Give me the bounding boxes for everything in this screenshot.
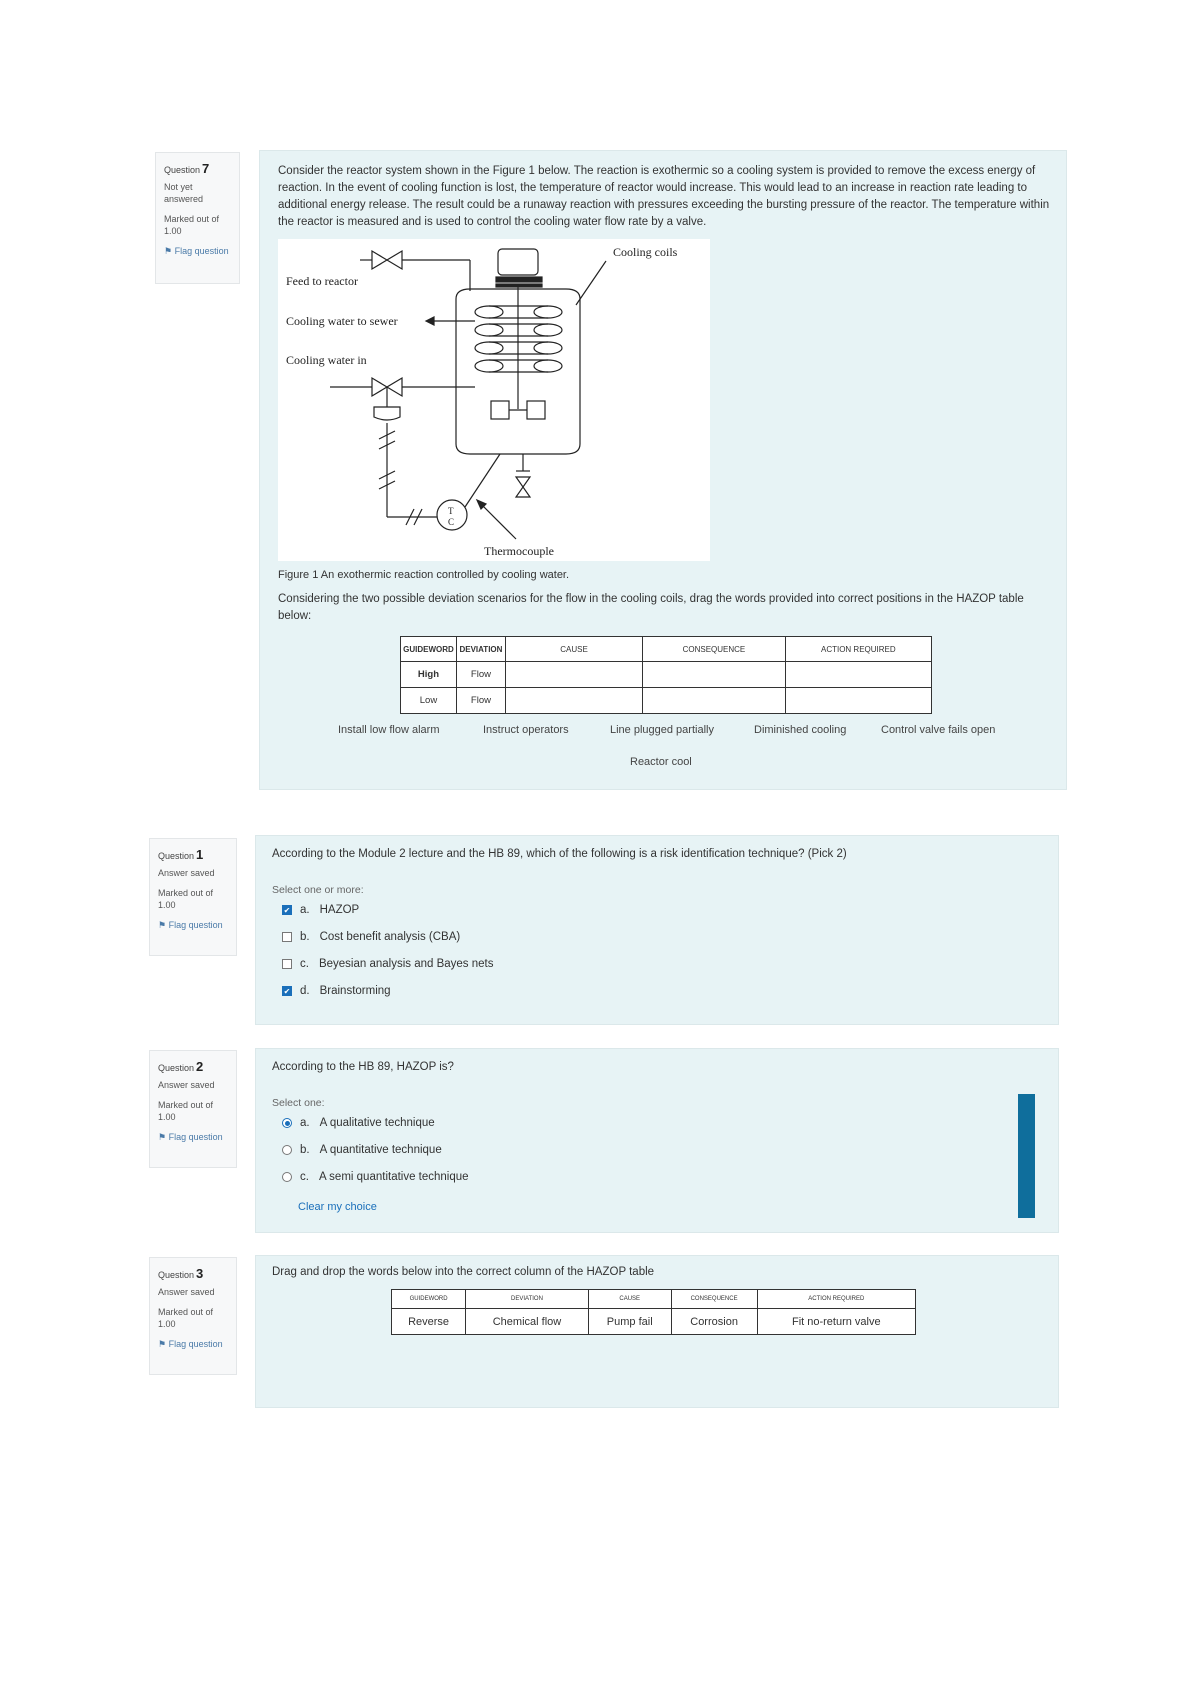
drag-word[interactable]: Install low flow alarm [338, 724, 440, 736]
agitator-motor [498, 249, 538, 275]
question-label: Question [158, 1270, 195, 1280]
tc-c-label: C [448, 517, 455, 527]
question-state: Not yet answered [164, 182, 204, 204]
drop-zone-consequence-high[interactable] [643, 662, 785, 688]
option-label: A semi quantitative technique [318, 1171, 469, 1183]
table-header: CAUSE [588, 1290, 671, 1309]
flag-question-label: Flag question [168, 1339, 223, 1349]
drop-zone-action-high[interactable] [785, 662, 931, 688]
draggable-word[interactable]: Chemical flow [466, 1309, 589, 1335]
question-state: Answer saved [158, 1287, 215, 1297]
table-header: CONSEQUENCE [643, 637, 785, 662]
option-a[interactable] [282, 904, 359, 916]
checkbox-checked-icon[interactable]: ✔ [283, 986, 291, 996]
table-header: ACTION REQUIRED [757, 1290, 915, 1309]
question-state: Answer saved [158, 1080, 215, 1090]
option-letter: b. [300, 1144, 310, 1156]
drop-zone-action-low[interactable] [785, 688, 931, 714]
flag-question-button[interactable] [158, 1338, 230, 1350]
drag-word[interactable]: Diminished cooling [754, 724, 847, 736]
cooling-in-label: Cooling water in [286, 353, 367, 367]
option-label: A quantitative technique [319, 1144, 442, 1156]
table-header: GUIDEWORD [392, 1290, 466, 1309]
question-panel-q3 [255, 1255, 1059, 1408]
option-label: A qualitative technique [319, 1117, 435, 1129]
radio-icon[interactable] [282, 1145, 292, 1155]
checkbox-checked-icon[interactable]: ✔ [283, 905, 291, 915]
radio-selected-icon[interactable] [282, 1118, 292, 1128]
drop-zone-consequence-low[interactable] [643, 688, 785, 714]
table-header: GUIDEWORD [401, 637, 457, 662]
select-prompt: Select one or more: [272, 884, 364, 896]
question-label: Question [164, 165, 201, 175]
option-letter: b. [300, 931, 310, 943]
clear-choice-link[interactable]: Clear my choice [298, 1201, 377, 1213]
question-label: Question [158, 851, 195, 861]
radio-icon[interactable] [282, 1172, 292, 1182]
drop-zone-cause-low[interactable] [505, 688, 642, 714]
drag-word[interactable]: Instruct operators [483, 724, 569, 736]
flag-question-label: Flag question [168, 1132, 223, 1142]
flag-question-button[interactable] [158, 919, 230, 931]
question-marks: Marked out of 1.00 [158, 888, 214, 910]
option-label: Cost benefit analysis (CBA) [319, 931, 461, 943]
hazop-table-q3 [391, 1289, 916, 1335]
flag-question-label: Flag question [174, 246, 229, 256]
thermocouple-label: Thermocouple [484, 544, 554, 558]
drag-word[interactable]: Line plugged partially [610, 724, 714, 736]
question-marks: Marked out of 1.00 [158, 1100, 214, 1122]
drag-word[interactable]: Control valve fails open [881, 724, 996, 736]
draggable-word[interactable]: Fit no-return valve [757, 1309, 915, 1335]
scrollbar-thumb[interactable] [1018, 1094, 1035, 1218]
hazop-table [400, 636, 932, 714]
cooling-sewer-label: Cooling water to sewer [286, 314, 398, 328]
table-header: CAUSE [505, 637, 642, 662]
feed-label: Feed to reactor [286, 274, 358, 288]
option-b[interactable] [282, 1144, 442, 1156]
question-marks: Marked out of 1.00 [158, 1307, 214, 1329]
question-panel-q2 [255, 1048, 1059, 1233]
option-letter: a. [300, 1117, 310, 1129]
option-label: Brainstorming [319, 985, 391, 997]
question-text: According to the HB 89, HAZOP is? [272, 1061, 454, 1073]
option-a[interactable] [282, 1117, 435, 1129]
reactor-figure [278, 239, 710, 561]
drag-instruction: Considering the two possible deviation scenarios for the flow in the cooling coils, drag the words provided into correct positions in the HAZOP table below: [278, 593, 1024, 622]
option-letter: a. [300, 904, 310, 916]
question-text: Drag and drop the words below into the correct column of the HAZOP table [272, 1266, 655, 1278]
table-cell: Flow [456, 688, 505, 714]
option-letter: c. [300, 1171, 309, 1183]
drag-word[interactable]: Reactor cool [630, 756, 692, 768]
question-text: Consider the reactor system shown in the Figure 1 below. The reaction is exothermic so a cooling system is provided to remove the excess energy of reaction. In the event of cooling function is lost, the temperature of reactor would increase. This would lead to an increase in reaction rate leading to additional energy release. The result could be a runaway reaction with pressures exceeding the bursting pressure of the reactor. The temperature within the reactor is measured and is used to control the cooling water flow rate by a valve. [278, 165, 1050, 228]
tc-t-label: T [448, 506, 454, 516]
option-letter: c. [300, 958, 309, 970]
question-info-q2 [149, 1050, 237, 1168]
question-state: Answer saved [158, 868, 215, 878]
option-d[interactable] [282, 985, 391, 997]
question-label: Question [158, 1063, 195, 1073]
table-header: CONSEQUENCE [671, 1290, 757, 1309]
figure-caption: Figure 1 An exothermic reaction controlled by cooling water. [278, 569, 570, 581]
option-c[interactable] [282, 958, 493, 970]
flag-icon: ⚑ [158, 1339, 169, 1349]
question-panel-q7 [259, 150, 1067, 790]
flag-question-button[interactable] [164, 245, 233, 257]
flag-question-button[interactable] [158, 1131, 230, 1143]
question-number: 1 [196, 847, 204, 862]
draggable-word[interactable]: Corrosion [671, 1309, 757, 1335]
question-text: According to the Module 2 lecture and the HB 89, which of the following is a risk identification technique? (Pick 2) [272, 848, 847, 860]
coils-label: Cooling coils [613, 245, 678, 259]
option-label: HAZOP [319, 904, 360, 916]
table-cell: High [401, 662, 457, 688]
draggable-word[interactable]: Pump fail [588, 1309, 671, 1335]
table-header: DEVIATION [466, 1290, 589, 1309]
option-label: Beyesian analysis and Bayes nets [318, 958, 494, 970]
option-b[interactable] [282, 931, 460, 943]
table-header: DEVIATION [456, 637, 505, 662]
question-number: 2 [196, 1059, 204, 1074]
question-number: 7 [202, 161, 210, 176]
flag-icon: ⚑ [158, 1132, 169, 1142]
draggable-word[interactable]: Reverse [392, 1309, 466, 1335]
flag-icon: ⚑ [164, 246, 175, 256]
question-info-q7 [155, 152, 240, 284]
drop-zone-cause-high[interactable] [505, 662, 642, 688]
checkbox-icon[interactable] [282, 959, 292, 969]
question-marks: Marked out of 1.00 [164, 214, 220, 236]
table-cell: Low [401, 688, 457, 714]
flag-question-label: Flag question [168, 920, 223, 930]
select-prompt: Select one: [272, 1097, 325, 1109]
checkbox-icon[interactable] [282, 932, 292, 942]
table-header: ACTION REQUIRED [785, 637, 931, 662]
option-c[interactable] [282, 1171, 469, 1183]
question-panel-q1 [255, 835, 1059, 1025]
question-number: 3 [196, 1266, 204, 1281]
question-info-q3 [149, 1257, 237, 1375]
question-info-q1 [149, 838, 237, 956]
flag-icon: ⚑ [158, 920, 169, 930]
option-letter: d. [300, 985, 310, 997]
table-cell: Flow [456, 662, 505, 688]
